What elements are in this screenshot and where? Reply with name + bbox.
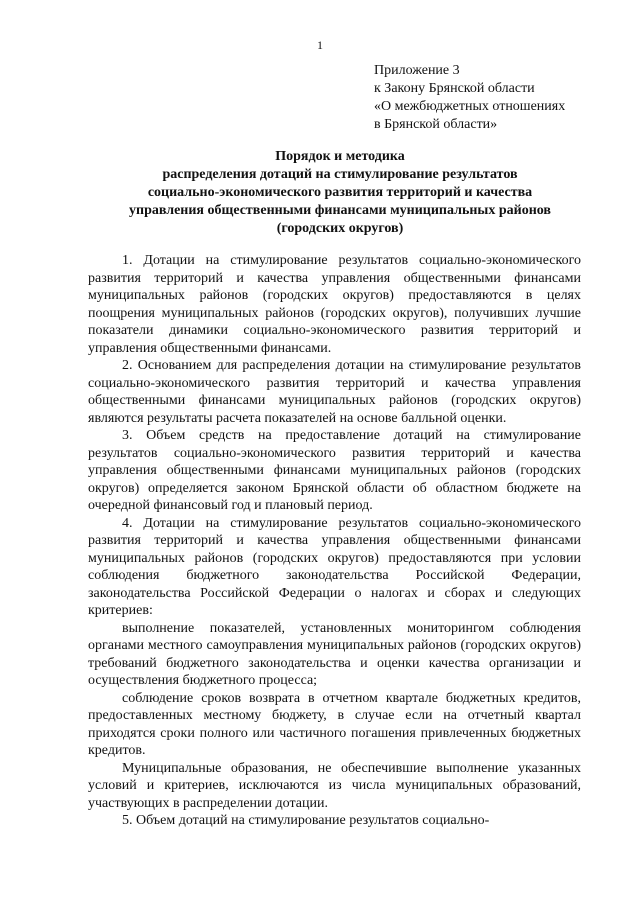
appendix-line: «О межбюджетных отношениях bbox=[374, 99, 566, 114]
appendix-line: к Закону Брянской области bbox=[374, 81, 535, 96]
page-number: 1 bbox=[317, 38, 323, 52]
criterion-1: выполнение показателей, установленных мониторингом соблюдения органами местного самоуправления муниципальных районов (городских округов) требований бюджетного законодательства и оценки качества организации и осуществления бюджетного процесса; bbox=[88, 620, 581, 688]
criterion-2: соблюдение сроков возврата в отчетном квартале бюджетных кредитов, предоставленных местному бюджету, в случае если на отчетный квартал приходятся сроки полного или частичного погашения привлеченных бюджетных кредитов. bbox=[88, 690, 581, 758]
document-title bbox=[80, 148, 600, 238]
paragraph-4: 4. Дотации на стимулирование результатов социально-экономического развития территорий и качества управления общественными финансами муниципальных районов (городских округов) предоставляются при условии соблюдения бюджетного законодательства Российской Федерации, законодательства Российской Федерации о налогах и сборах и следующих критериев: bbox=[88, 515, 581, 618]
paragraph-3: 3. Объем средств на предоставление дотаций на стимулирование результатов социально-экономического развития территорий и качества управления общественными финансами муниципальных районов (городских округов) определяется законом Брянской области об областном бюджете на очередной финансовый год и плановый период. bbox=[88, 428, 581, 513]
title-line: распределения дотаций на стимулирование результатов bbox=[162, 167, 518, 182]
title-line: управления общественными финансами муниципальных районов bbox=[129, 203, 551, 218]
exclusion-paragraph: Муниципальные образования, не обеспечившие выполнение указанных условий и критериев, исключаются из числа муниципальных образований, участвующих в распределении дотации. bbox=[88, 760, 581, 811]
paragraph-2: 2. Основанием для распределения дотации на стимулирование результатов социально-экономического развития территорий и качества управления общественными финансами муниципальных районов (городских округов) являются результаты расчета показателей на основе балльной оценки. bbox=[88, 358, 581, 426]
document-body bbox=[88, 252, 581, 830]
title-line: Порядок и методика bbox=[275, 149, 405, 164]
appendix-line: в Брянской области» bbox=[374, 117, 498, 132]
title-line: (городских округов) bbox=[276, 221, 404, 236]
paragraph-1: 1. Дотации на стимулирование результатов социально-экономического развития территорий и качества управления общественными финансами муниципальных районов (городских округов) предоставляются в целях поощрения муниципальных районов (городских округов), получивших лучшие показатели динамики социально-экономического развития территорий и управления общественными финансами. bbox=[88, 253, 581, 356]
paragraph-5: 5. Объем дотаций на стимулирование результатов социально- bbox=[122, 813, 490, 828]
appendix-line: Приложение 3 bbox=[374, 63, 460, 78]
title-line: социально-экономического развития территорий и качества bbox=[147, 185, 533, 200]
appendix-header bbox=[374, 62, 624, 134]
